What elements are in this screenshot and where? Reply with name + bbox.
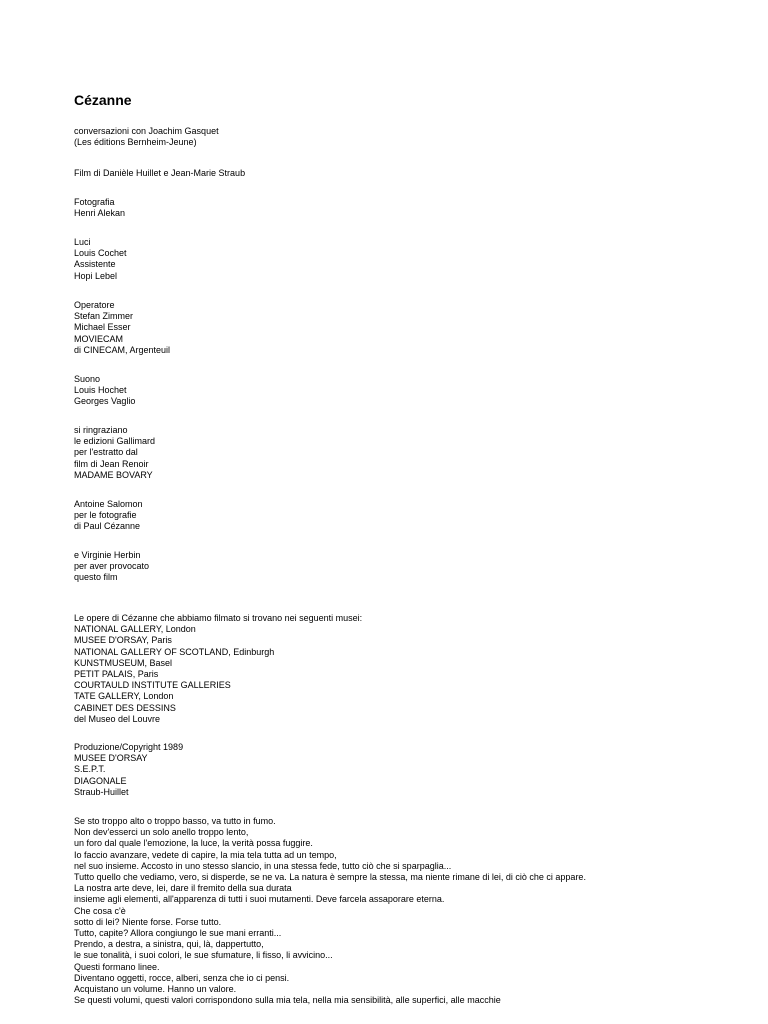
text-line: di Paul Cézanne (74, 521, 141, 532)
text-block-camera (74, 300, 170, 356)
text-line: film di Jean Renoir (74, 458, 149, 469)
text-line: e Virginie Herbin (74, 550, 141, 560)
text-line: Le opere di Cézanne che abbiamo filmato si trovano nei seguenti musei: (74, 613, 363, 623)
text-line: sotto di lei? Niente forse. Forse tutto. (74, 916, 222, 927)
text-line: per aver provocato (74, 561, 150, 572)
text-line: si ringraziano (74, 425, 128, 435)
text-block-salomon (74, 499, 143, 533)
text-line: Michael Esser (74, 322, 131, 333)
text-line: Acquistano un volume. Hanno un valore. (74, 984, 237, 995)
text-line: Questi formano linee. (74, 961, 160, 972)
text-line: MADAME BOVARY (74, 469, 153, 480)
text-block-photography (74, 197, 125, 219)
text-line: di CINECAM, Argenteuil (74, 344, 171, 355)
text-line: MOVIECAM (74, 333, 124, 344)
text-line: NATIONAL GALLERY OF SCOTLAND, Edinburgh (74, 646, 275, 657)
text-line: Henri Alekan (74, 208, 126, 219)
text-line: Se sto troppo alto o troppo basso, va tutto in fumo. (74, 816, 276, 826)
text-line: per le fotografie (74, 510, 137, 521)
text-block-museums (74, 613, 362, 725)
text-line: le edizioni Gallimard (74, 436, 156, 447)
text-line: Antoine Salomon (74, 499, 143, 509)
text-line: KUNSTMUSEUM, Basel (74, 657, 173, 668)
text-line: Tutto quello che vediamo, vero, si disperde, se ne va. La natura è sempre la stessa, ma niente rimane di lei, di ciò che ci appare. (74, 872, 586, 883)
text-line: DIAGONALE (74, 775, 127, 786)
text-line: Tutto, capite? Allora congiungo le sue mani erranti... (74, 928, 282, 939)
text-block-quote (74, 816, 586, 1006)
text-line: Operatore (74, 300, 115, 310)
text-line: Se questi volumi, questi valori corrispondono sulla mia tela, nella mia sensibilità, alle superfici, alle macchie (74, 995, 501, 1006)
text-line: Fotografia (74, 197, 115, 207)
text-line: per l'estratto dal (74, 447, 138, 458)
text-line: COURTAULD INSTITUTE GALLERIES (74, 680, 231, 691)
text-line: Prendo, a destra, a sinistra, qui, là, dappertutto, (74, 939, 264, 950)
text-line: Assistente (74, 259, 116, 270)
text-block-herbin (74, 550, 149, 584)
text-line: Straub-Huillet (74, 786, 129, 797)
text-line: MUSEE D'ORSAY, Paris (74, 635, 172, 646)
text-line: Che cosa c'è (74, 905, 126, 916)
text-line: nel suo insieme. Accosto in uno stesso slancio, in una stessa fede, tutto ciò che si sparpaglia... (74, 860, 452, 871)
text-line: Louis Cochet (74, 248, 127, 259)
text-line: Film di Danièle Huillet e Jean-Marie Straub (74, 168, 246, 178)
text-line: questo film (74, 572, 118, 583)
text-line: insieme agli elementi, all'apparenza di tutti i suoi mutamenti. Deve farcela assaporare eterna. (74, 894, 445, 905)
text-line: Georges Vaglio (74, 396, 136, 407)
text-block-sound (74, 374, 135, 408)
text-line: Diventano oggetti, rocce, alberi, senza che io ci pensi. (74, 972, 290, 983)
text-block-source (74, 126, 219, 148)
text-line: conversazioni con Joachim Gasquet (74, 126, 219, 136)
text-line: La nostra arte deve, lei, dare il fremito della sua durata (74, 883, 292, 894)
document-title: Cézanne (74, 92, 132, 108)
text-line: Non dev'esserci un solo anello troppo lento, (74, 827, 249, 838)
text-line: CABINET DES DESSINS (74, 702, 176, 713)
text-line: Suono (74, 374, 101, 384)
text-line: NATIONAL GALLERY, London (74, 624, 196, 635)
text-line: PETIT PALAIS, Paris (74, 669, 159, 680)
text-line: Louis Hochet (74, 385, 127, 396)
text-line: S.E.P.T. (74, 764, 106, 775)
text-line: le sue tonalità, i suoi colori, le sue sfumature, li fisso, li avvicino... (74, 950, 333, 961)
text-block-thanks (74, 425, 155, 481)
text-line: Stefan Zimmer (74, 311, 134, 322)
text-line: un foro dal quale l'emozione, la luce, la verità possa fuggire. (74, 838, 313, 849)
text-line: del Museo del Louvre (74, 713, 161, 724)
text-line: (Les éditions Bernheim-Jeune) (74, 137, 197, 148)
text-line: MUSEE D'ORSAY (74, 753, 148, 764)
text-block-directors (74, 168, 245, 179)
text-line: TATE GALLERY, London (74, 691, 174, 702)
text-block-lights (74, 237, 127, 282)
text-line: Hopi Lebel (74, 270, 118, 281)
text-line: Io faccio avanzare, vedete di capire, la mia tela tutta ad un tempo, (74, 849, 337, 860)
text-line: Luci (74, 237, 91, 247)
text-block-production (74, 742, 183, 798)
text-line: Produzione/Copyright 1989 (74, 742, 184, 752)
